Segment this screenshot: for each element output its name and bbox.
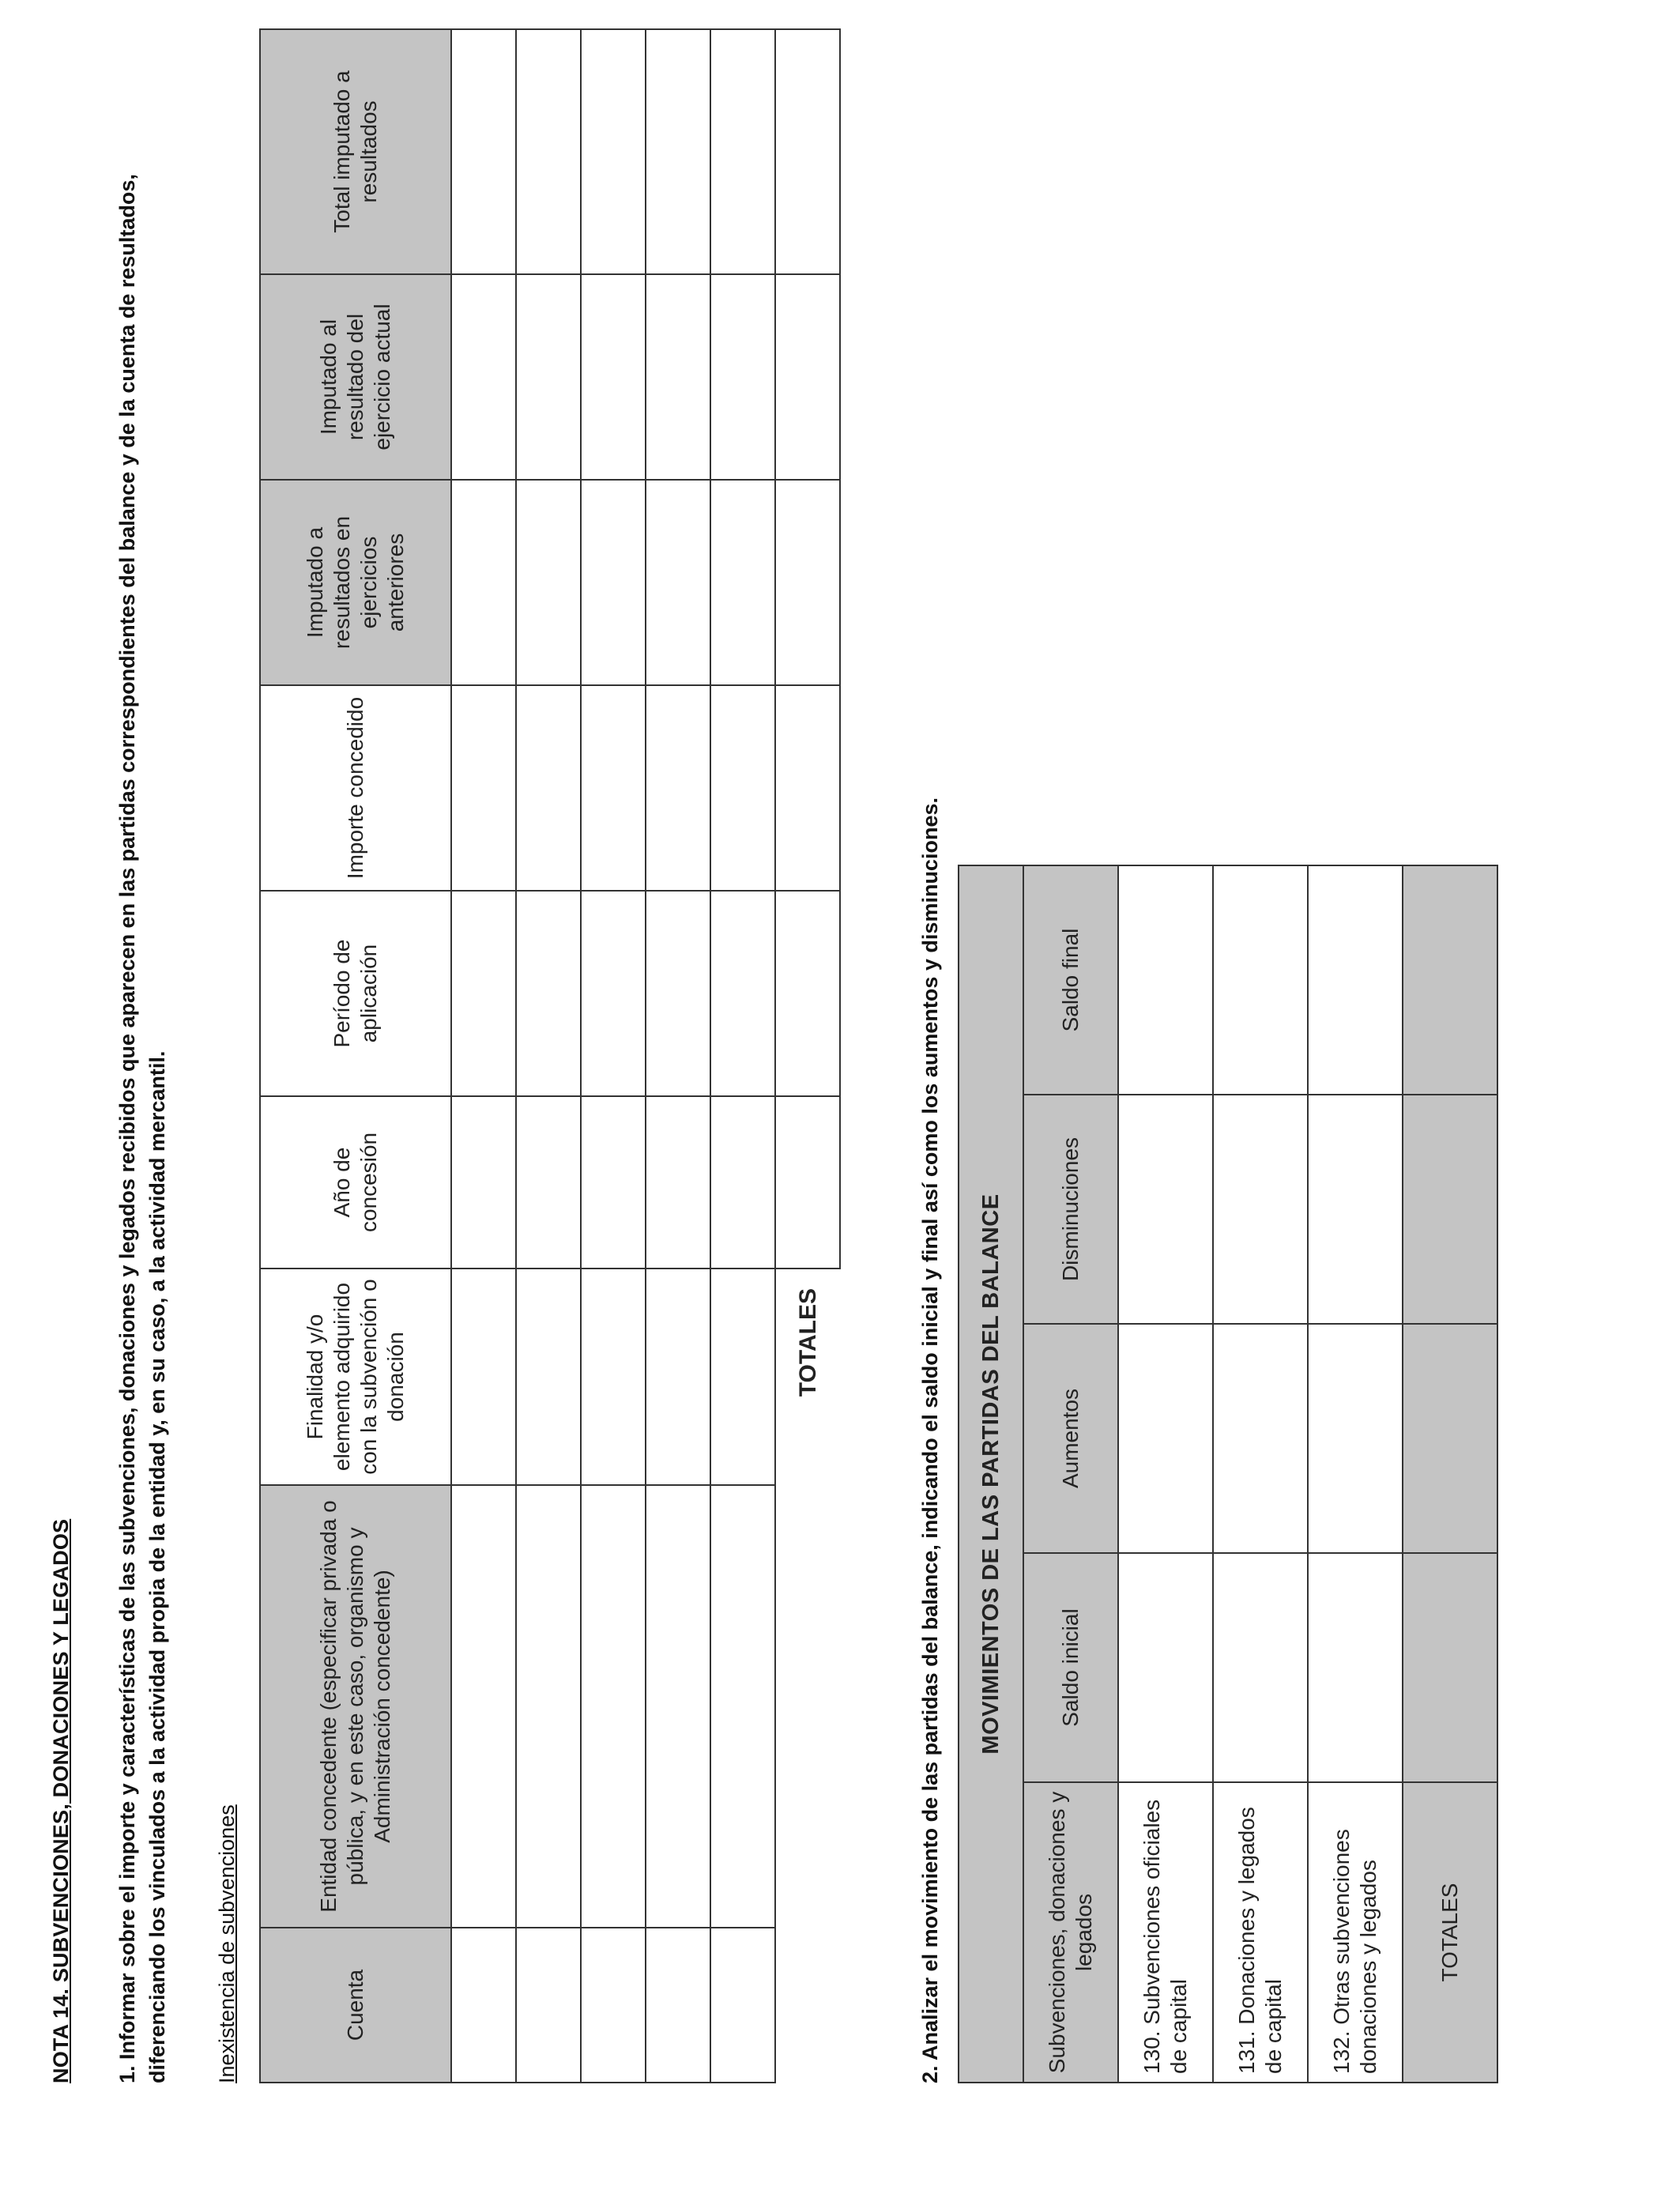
totals-cell[interactable] [775, 685, 840, 891]
subsidies-table [259, 28, 841, 2083]
col-header-anio-concesion: Año de concesión [260, 1096, 451, 1269]
table-cell[interactable] [451, 1928, 516, 2083]
balance-header-row [1023, 865, 1118, 2083]
table-cell[interactable] [1118, 1095, 1213, 1324]
section1-instructions: 1. Informar sobre el importe y características de las subvenciones, donaciones y legados recibidos que aparecen en las partidas correspondientes del balance y de la cuenta de resultados, diferenciando los vinculados a la actividad propia de la entidad y, en su caso, a la actividad mercantil. [115, 174, 169, 2083]
table-row [710, 29, 775, 2083]
table-cell[interactable] [451, 29, 516, 274]
table-row [516, 29, 581, 2083]
totals-cell[interactable] [775, 891, 840, 1096]
table-cell[interactable] [516, 685, 581, 891]
table-row [581, 29, 646, 2083]
table-cell[interactable] [581, 1096, 646, 1269]
table-cell[interactable] [451, 685, 516, 891]
table-cell[interactable] [646, 29, 710, 274]
page-title: NOTA 14. SUBVENCIONES, DONACIONES Y LEGADOS [49, 1518, 73, 2083]
table-cell[interactable] [581, 29, 646, 274]
no-subsidies-note: Inexistencia de subvenciones [215, 1804, 239, 2083]
totals-cell[interactable] [775, 274, 840, 480]
table-cell[interactable] [451, 891, 516, 1096]
col-header-periodo-aplicacion: Período de aplicación [260, 891, 451, 1096]
table-cell[interactable] [516, 274, 581, 480]
table-cell[interactable] [581, 1928, 646, 2083]
table-cell[interactable] [710, 274, 775, 480]
totals-cell[interactable] [775, 1096, 840, 1269]
table-cell[interactable] [581, 480, 646, 685]
balance-table-title: MOVIMIENTOS DE LAS PARTIDAS DEL BALANCE [959, 865, 1023, 2083]
table-cell[interactable] [1308, 1553, 1403, 1782]
table-cell[interactable] [710, 685, 775, 891]
totals-spacer [775, 1928, 840, 2083]
table-cell[interactable] [581, 1269, 646, 1485]
col-header-saldo-final: Saldo final [1023, 865, 1118, 1095]
table-cell[interactable] [646, 1096, 710, 1269]
table-cell[interactable] [710, 480, 775, 685]
col-header-disminuciones: Disminuciones [1023, 1095, 1118, 1324]
table-cell[interactable] [516, 1096, 581, 1269]
table-cell[interactable] [1118, 1553, 1213, 1782]
table-cell[interactable] [1308, 1324, 1403, 1553]
table-cell[interactable] [581, 274, 646, 480]
row-label-130: 130. Subvenciones oficiales de capital [1118, 1782, 1213, 2083]
table-cell[interactable] [581, 685, 646, 891]
table-row [1213, 865, 1308, 2083]
table-cell[interactable] [451, 1096, 516, 1269]
totals-cell[interactable] [1403, 1324, 1497, 1553]
row-label-131: 131. Donaciones y legados de capital [1213, 1782, 1308, 2083]
table-cell[interactable] [1213, 865, 1308, 1095]
col-header-finalidad: Finalidad y/o elemento adquirido con la subvención o donación [260, 1269, 451, 1485]
col-header-partida: Subvenciones, donaciones y legados [1023, 1782, 1118, 2083]
table-row [646, 29, 710, 2083]
table-cell[interactable] [1213, 1095, 1308, 1324]
col-header-entidad-concedente: Entidad concedente (especificar privada o pública, y en este caso, organismo y Administración concedente) [260, 1485, 451, 1928]
totals-cell[interactable] [1403, 1553, 1497, 1782]
table-cell[interactable] [516, 1928, 581, 2083]
totals-cell[interactable] [775, 480, 840, 685]
col-header-total-imputado: Total imputado a resultados [260, 29, 451, 274]
table-cell[interactable] [1308, 1095, 1403, 1324]
totals-row [775, 29, 840, 2083]
totals-row [1403, 865, 1497, 2083]
table-cell[interactable] [710, 1269, 775, 1485]
table-cell[interactable] [646, 480, 710, 685]
table-cell[interactable] [710, 1928, 775, 2083]
totals-spacer [775, 1485, 840, 1928]
section2-instructions: 2. Analizar el movimiento de las partidas del balance, indicando el saldo inicial y final así como los aumentos y disminuciones. [918, 797, 942, 2083]
table-cell[interactable] [646, 1269, 710, 1485]
table-cell[interactable] [516, 1485, 581, 1928]
balance-title-row [959, 865, 1023, 2083]
table-cell[interactable] [451, 480, 516, 685]
table-row [1118, 865, 1213, 2083]
table-cell[interactable] [516, 480, 581, 685]
col-header-cuenta: Cuenta [260, 1928, 451, 2083]
totals-cell[interactable] [1403, 865, 1497, 1095]
totals-label: TOTALES [1403, 1782, 1497, 2083]
table-cell[interactable] [646, 891, 710, 1096]
table-cell[interactable] [1213, 1553, 1308, 1782]
subsidies-header-row [260, 29, 451, 2083]
table-cell[interactable] [710, 891, 775, 1096]
table-cell[interactable] [1118, 865, 1213, 1095]
totals-cell[interactable] [1403, 1095, 1497, 1324]
table-cell[interactable] [581, 891, 646, 1096]
table-cell[interactable] [451, 1485, 516, 1928]
totals-cell[interactable] [775, 29, 840, 274]
table-cell[interactable] [710, 29, 775, 274]
table-cell[interactable] [451, 1269, 516, 1485]
balance-movements-table [958, 865, 1498, 2083]
row-label-132: 132. Otras subvenciones donaciones y legados [1308, 1782, 1403, 2083]
table-cell[interactable] [516, 891, 581, 1096]
table-row [451, 29, 516, 2083]
col-header-saldo-inicial: Saldo inicial [1023, 1553, 1118, 1782]
table-cell[interactable] [516, 1269, 581, 1485]
table-cell[interactable] [646, 274, 710, 480]
table-cell[interactable] [581, 1485, 646, 1928]
table-cell[interactable] [1308, 865, 1403, 1095]
table-cell[interactable] [710, 1096, 775, 1269]
totals-label: TOTALES [794, 1288, 821, 1397]
table-cell[interactable] [516, 29, 581, 274]
table-cell[interactable] [710, 1485, 775, 1928]
table-cell[interactable] [451, 274, 516, 480]
table-cell[interactable] [646, 1485, 710, 1928]
col-header-imputado-actual: Imputado al resultado del ejercicio actual [260, 274, 451, 480]
col-header-aumentos: Aumentos [1023, 1324, 1118, 1553]
col-header-imputado-anteriores: Imputado a resultados en ejercicios anteriores [260, 480, 451, 685]
col-header-importe-concedido: Importe concedido [260, 685, 451, 891]
table-cell[interactable] [1213, 1324, 1308, 1553]
table-cell[interactable] [646, 685, 710, 891]
table-cell[interactable] [1118, 1324, 1213, 1553]
table-cell[interactable] [646, 1928, 710, 2083]
table-row [1308, 865, 1403, 2083]
